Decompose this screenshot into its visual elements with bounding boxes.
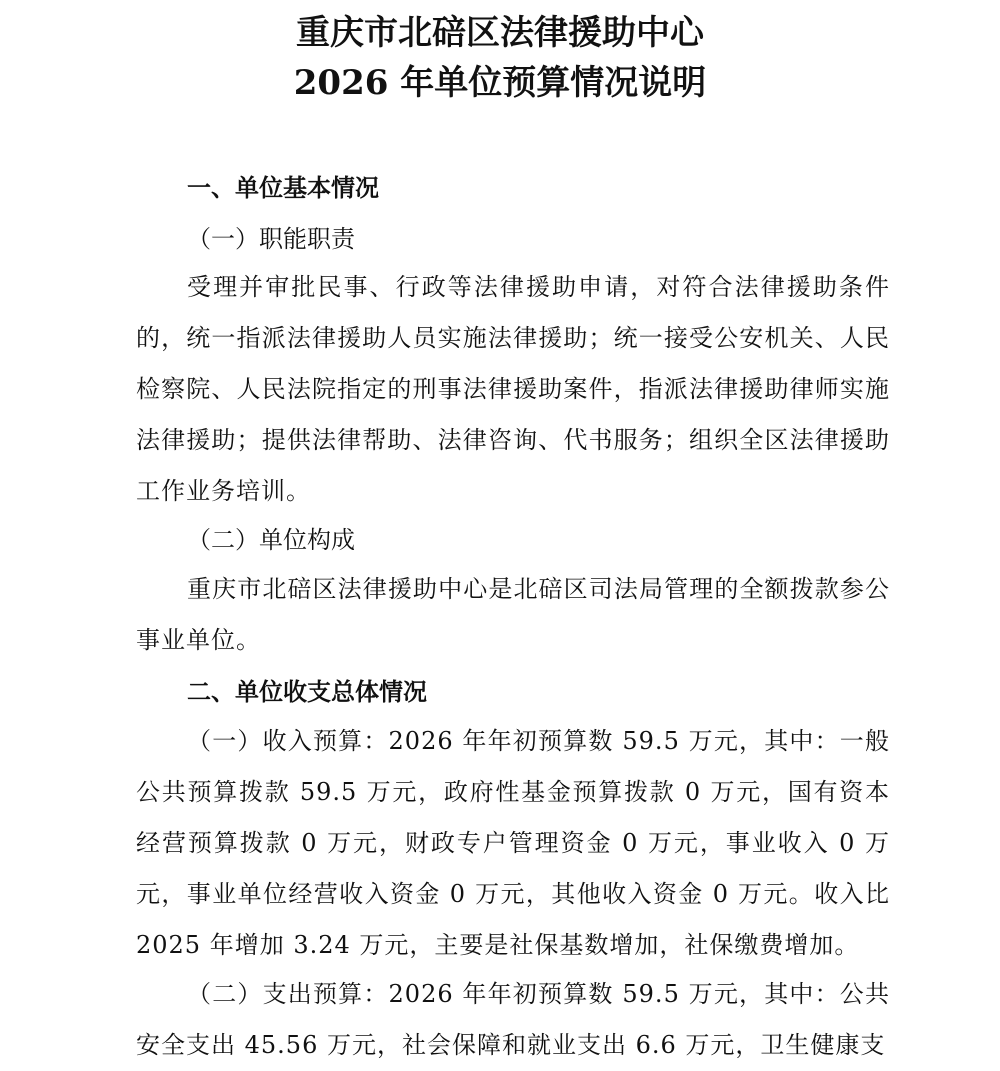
income-budget-text: 2026 年年初预算数 59.5 万元，其中：一般公共预算拨款 59.5 万元，政府性基金预算拨款 0 万元，国有资本经营预算拨款 0 万元，财政专户管理资金 0 万元，事业收入 0 万元，事业单位经营收入资金 0 万元，其他收入资金 0 万元。收入比 2025 年增加 3.24 万元，主要是社保基数增加，社保缴费增加。 [136,727,890,959]
document-title-line-1: 重庆市北碚区法律援助中心 [296,13,704,53]
paragraph-expenditure-budget [136,969,890,1071]
paragraph-composition: 重庆市北碚区法律援助中心是北碚区司法局管理的全额拨款参公事业单位。 [136,575,890,654]
paragraph-functions: 受理并审批民事、行政等法律援助申请，对符合法律援助条件的，统一指派法律援助人员实施法律援助；统一接受公安机关、人民检察院、人民法院指定的刑事法律援助案件，指派法律援助律师实施法律援助；提供法律帮助、法律咨询、代书服务；组织全区法律援助工作业务培训。 [136,273,890,505]
section-heading-budget-overview: 二、单位收支总体情况 [187,678,427,706]
section-heading-basic-info: 一、单位基本情况 [187,174,379,202]
document-title-line-2: 2026 年单位预算情况说明 [293,63,707,103]
income-budget-label: （一）收入预算： [187,727,389,755]
expenditure-budget-text: 2026 年年初预算数 59.5 万元，其中：公共安全支出 45.56 万元，社会保障和就业支出 6.6 万元，卫生健康支 [136,980,890,1059]
expenditure-budget-label: （二）支出预算： [187,980,389,1008]
subheading-composition: （二）单位构成 [187,526,355,554]
subheading-functions: （一）职能职责 [187,225,355,253]
paragraph-income-budget [136,716,890,971]
